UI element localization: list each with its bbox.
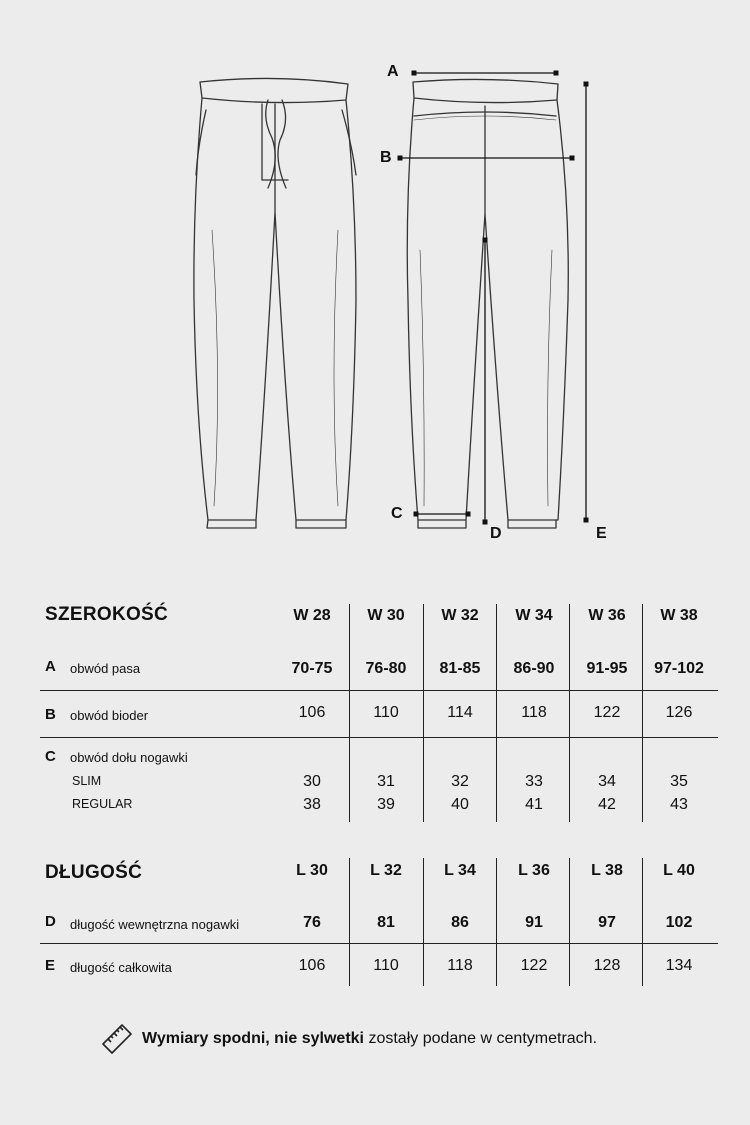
table-cell: 126 bbox=[665, 704, 693, 721]
row-letter-e: E bbox=[45, 957, 56, 974]
table-cell: 122 bbox=[520, 957, 548, 974]
table-cell: 40 bbox=[451, 796, 469, 813]
length-col-header: L 34 bbox=[444, 862, 476, 879]
sub-label-slim: SLIM bbox=[72, 774, 102, 788]
table-cell: 110 bbox=[373, 957, 399, 974]
table-cell: 70-75 bbox=[291, 660, 333, 677]
table-cell: 43 bbox=[670, 796, 688, 813]
table-cell: 91 bbox=[525, 914, 543, 931]
length-col-header: L 36 bbox=[518, 862, 550, 879]
footer-bold-text: Wymiary spodni, nie sylwetki bbox=[142, 1030, 364, 1047]
length-col-header: L 30 bbox=[296, 862, 328, 879]
column-divider bbox=[423, 858, 424, 986]
measure-label-d: D bbox=[490, 525, 502, 542]
table-cell: 34 bbox=[598, 773, 616, 790]
width-col-header: W 34 bbox=[515, 607, 553, 624]
row-label-total-length: długość całkowita bbox=[70, 960, 172, 975]
width-col-header: W 38 bbox=[660, 607, 698, 624]
table-cell: 106 bbox=[298, 704, 326, 721]
table-cell: 134 bbox=[665, 957, 693, 974]
table-cell: 35 bbox=[670, 773, 688, 790]
table-cell: 106 bbox=[298, 957, 326, 974]
row-letter-c: C bbox=[45, 748, 56, 765]
column-divider bbox=[642, 604, 643, 822]
width-col-header: W 36 bbox=[588, 607, 626, 624]
column-divider bbox=[349, 858, 350, 986]
measure-label-c: C bbox=[391, 505, 403, 522]
table-cell: 91-95 bbox=[586, 660, 628, 677]
column-divider bbox=[642, 858, 643, 986]
table-cell: 97 bbox=[598, 914, 616, 931]
row-label-inseam: długość wewnętrzna nogawki bbox=[70, 917, 240, 932]
ruler-icon bbox=[100, 1022, 134, 1056]
width-table-title: SZEROKOŚĆ bbox=[45, 604, 169, 625]
table-cell: 128 bbox=[593, 957, 621, 974]
column-divider bbox=[496, 858, 497, 986]
table-cell: 76-80 bbox=[365, 660, 407, 677]
measure-label-a: A bbox=[387, 63, 399, 80]
table-cell: 32 bbox=[451, 773, 469, 790]
table-cell: 76 bbox=[303, 914, 321, 931]
table-cell: 33 bbox=[525, 773, 543, 790]
length-col-header: L 40 bbox=[663, 862, 695, 879]
row-letter-b: B bbox=[45, 706, 56, 723]
table-cell: 110 bbox=[373, 704, 399, 721]
row-label-hips: obwód bioder bbox=[70, 708, 149, 723]
table-cell: 39 bbox=[377, 796, 395, 813]
length-col-header: L 32 bbox=[370, 862, 402, 879]
front-view bbox=[194, 78, 356, 528]
row-letter-d: D bbox=[45, 913, 56, 930]
table-cell: 97-102 bbox=[654, 660, 704, 677]
table-cell: 86-90 bbox=[513, 660, 555, 677]
table-cell: 118 bbox=[521, 704, 547, 721]
width-col-header: W 30 bbox=[367, 607, 405, 624]
trousers-diagram bbox=[0, 0, 750, 560]
column-divider bbox=[423, 604, 424, 822]
measure-label-b: B bbox=[380, 149, 392, 166]
table-cell: 38 bbox=[303, 796, 321, 813]
table-cell: 118 bbox=[447, 957, 473, 974]
length-col-header: L 38 bbox=[591, 862, 623, 879]
footer-text: zostały podane w centymetrach. bbox=[364, 1030, 598, 1047]
width-col-header: W 28 bbox=[293, 607, 331, 624]
column-divider bbox=[349, 604, 350, 822]
table-cell: 42 bbox=[598, 796, 616, 813]
table-cell: 86 bbox=[451, 914, 469, 931]
column-divider bbox=[496, 604, 497, 822]
table-cell: 31 bbox=[377, 773, 395, 790]
row-label-leg-opening: obwód dołu nogawki bbox=[70, 750, 188, 765]
table-cell: 41 bbox=[525, 796, 543, 813]
row-divider bbox=[40, 690, 718, 691]
row-divider bbox=[40, 737, 718, 738]
sub-label-regular: REGULAR bbox=[72, 797, 133, 811]
row-letter-a: A bbox=[45, 658, 56, 675]
column-divider bbox=[569, 858, 570, 986]
table-cell: 30 bbox=[303, 773, 321, 790]
table-cell: 81-85 bbox=[439, 660, 481, 677]
table-cell: 122 bbox=[593, 704, 621, 721]
table-cell: 114 bbox=[447, 704, 473, 721]
back-view bbox=[407, 79, 568, 528]
length-table-title: DŁUGOŚĆ bbox=[45, 862, 143, 883]
row-label-waist: obwód pasa bbox=[70, 661, 141, 676]
table-cell: 102 bbox=[665, 914, 693, 931]
row-divider bbox=[40, 943, 718, 944]
footer-note bbox=[100, 1022, 597, 1056]
width-col-header: W 32 bbox=[441, 607, 479, 624]
measure-label-e: E bbox=[596, 525, 607, 542]
table-cell: 81 bbox=[377, 914, 395, 931]
column-divider bbox=[569, 604, 570, 822]
